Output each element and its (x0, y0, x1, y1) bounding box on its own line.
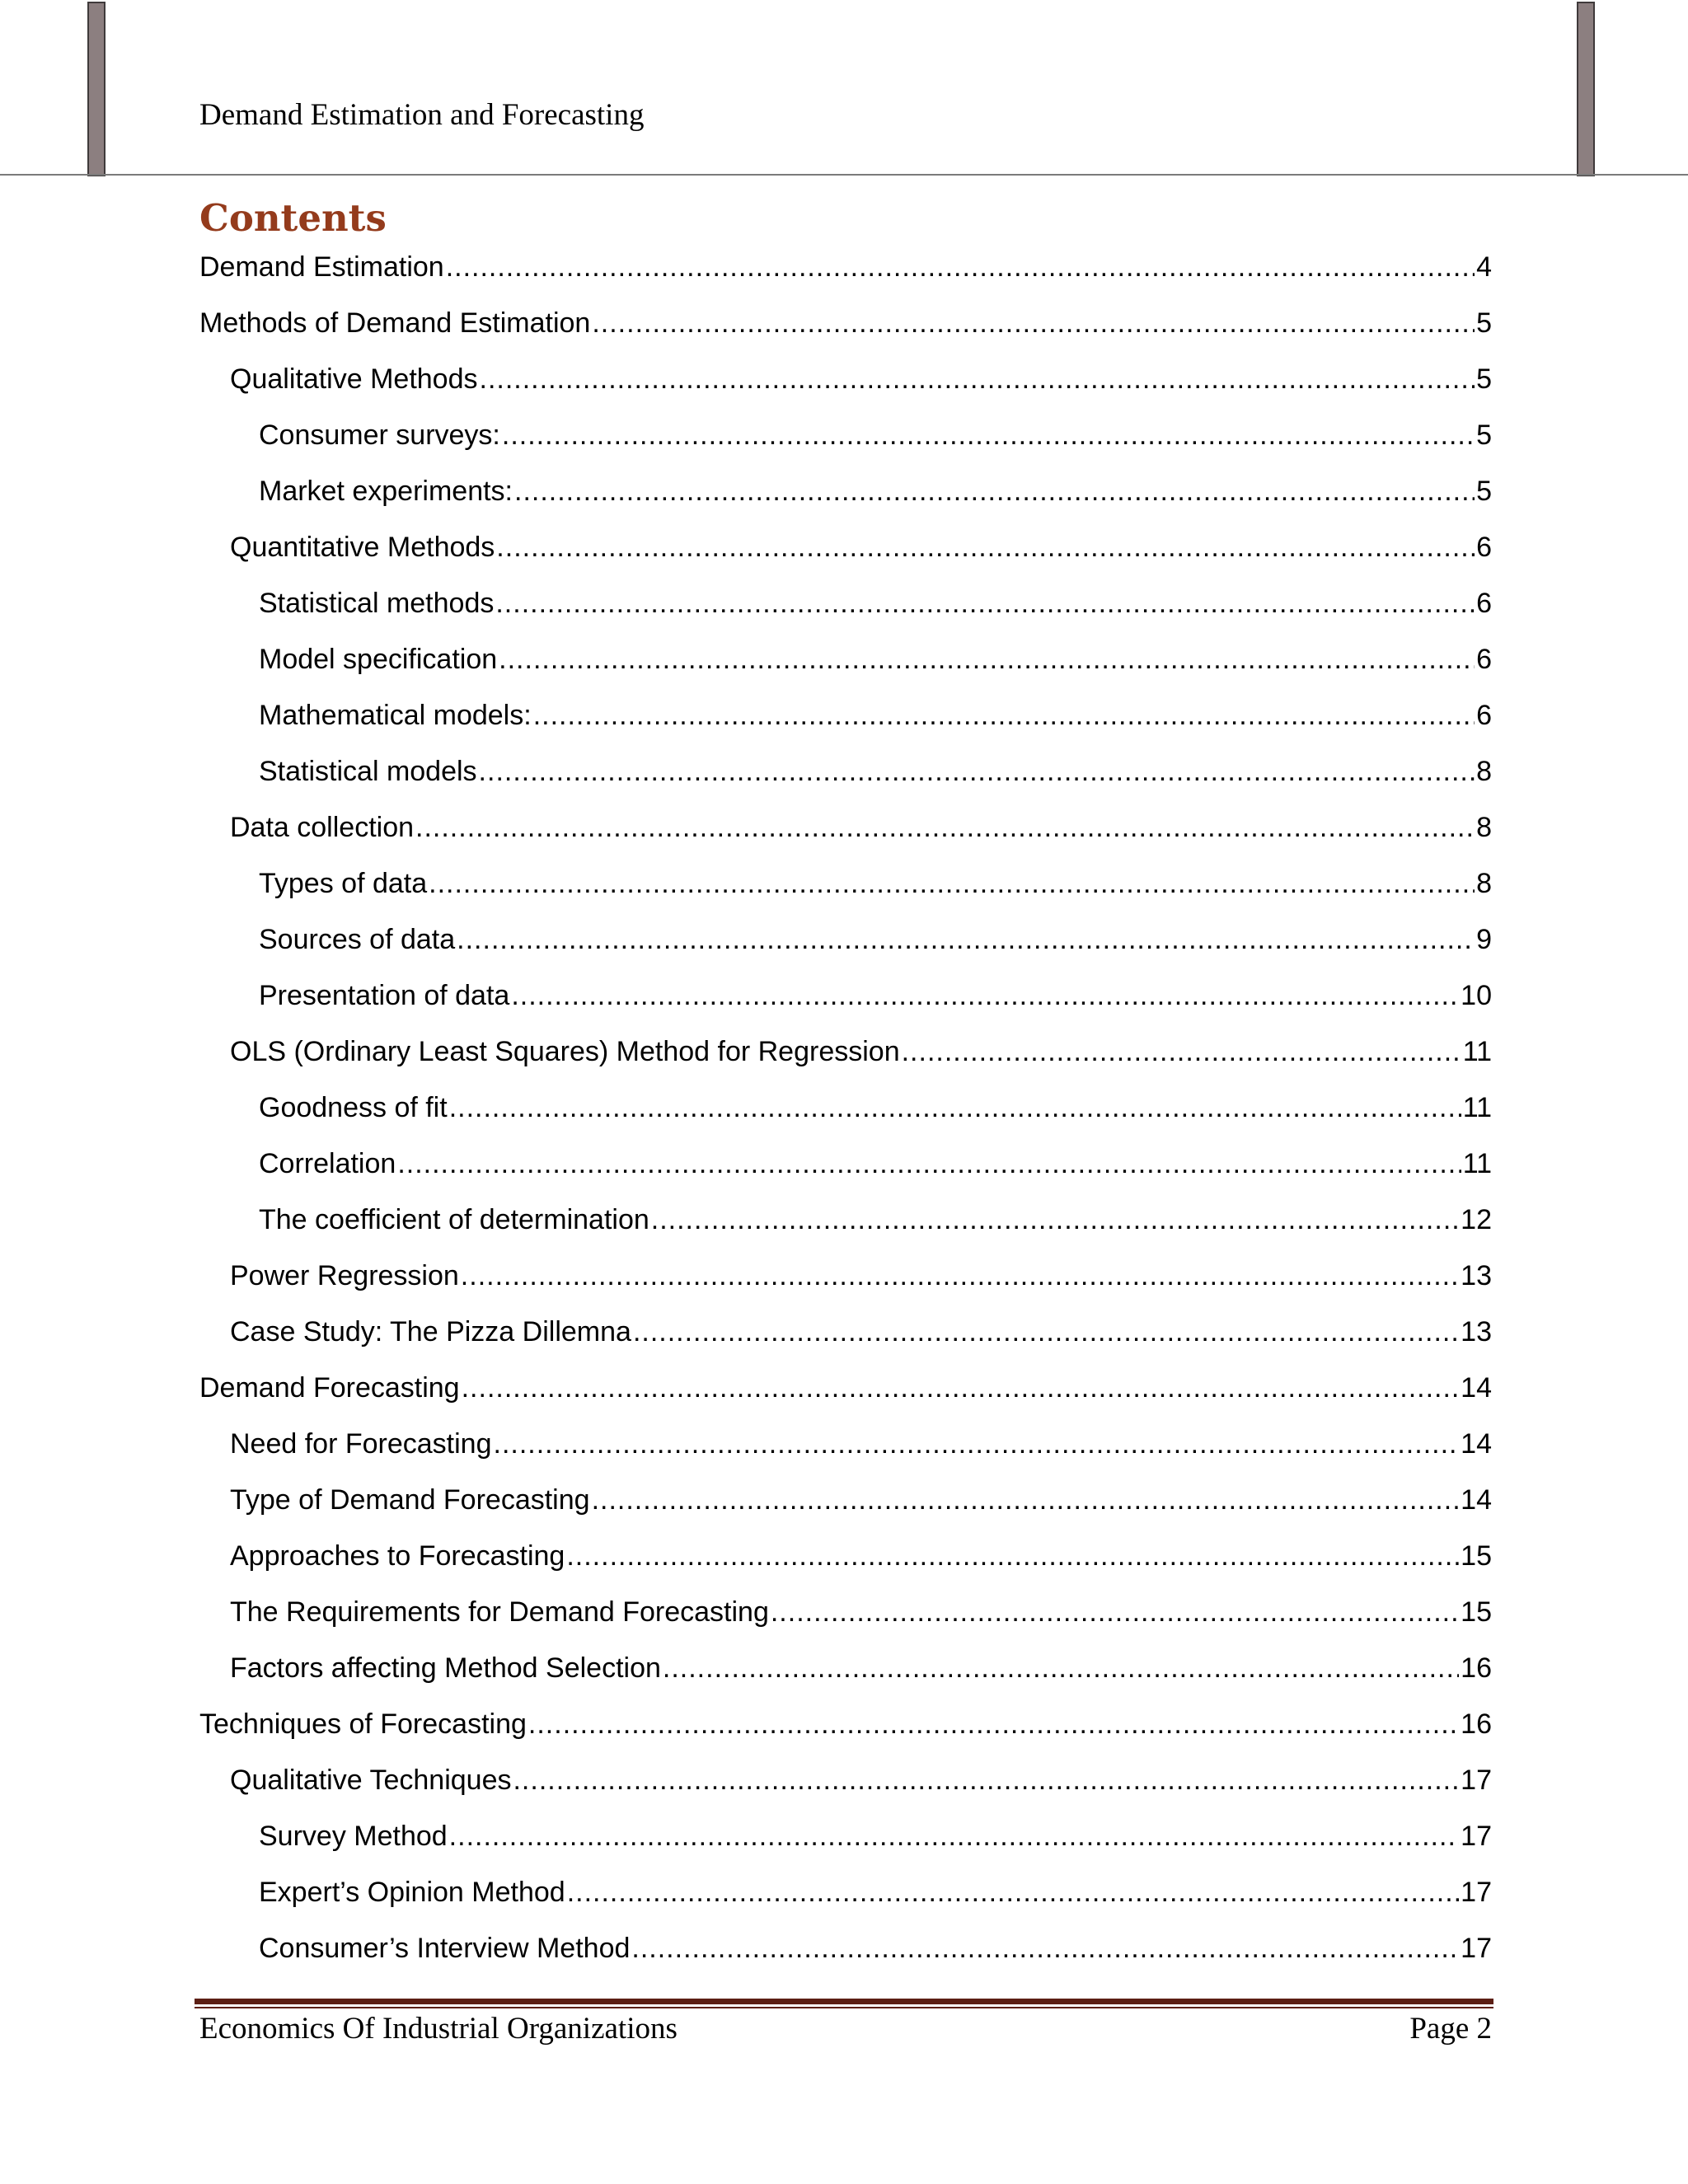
toc-dot-leader (633, 1304, 1459, 1360)
toc-entry-page-number: 9 (1476, 924, 1492, 955)
toc-entry-page-number: 17 (1461, 1765, 1492, 1796)
toc-entry-label: Presentation of data (259, 980, 510, 1011)
toc-entry-page-number: 13 (1461, 1316, 1492, 1347)
footer-document-title: Economics Of Industrial Organizations (199, 2012, 678, 2046)
toc-entry-page-number: 5 (1476, 307, 1492, 339)
toc-entry-label: Survey Method (259, 1821, 448, 1852)
toc-entry-page-number: 14 (1461, 1484, 1492, 1516)
toc-entry-page-number: 8 (1476, 756, 1492, 787)
toc-entry-label: Demand Estimation (199, 251, 444, 283)
toc-entry-label: Mathematical models: (259, 700, 532, 731)
footer-page-number: Page 2 (1409, 2012, 1492, 2046)
toc-entry-label: Expert’s Opinion Method (259, 1877, 565, 1908)
toc-entry[interactable] (199, 295, 1492, 351)
toc-entry[interactable] (199, 239, 1492, 295)
toc-entry-label: Techniques of Forecasting (199, 1708, 527, 1740)
toc-entry-label: Factors affecting Method Selection (230, 1652, 661, 1684)
toc-entry-label: Statistical methods (259, 588, 495, 619)
toc-dot-leader (499, 631, 1475, 687)
toc-entry-page-number: 14 (1461, 1428, 1492, 1460)
toc-entry-label: Methods of Demand Estimation (199, 307, 591, 339)
toc-entry-page-number: 11 (1462, 1036, 1492, 1067)
toc-dot-leader (567, 1864, 1459, 1920)
toc-dot-leader (533, 687, 1475, 743)
toc-entry-page-number: 12 (1461, 1204, 1492, 1235)
toc-entry-page-number: 15 (1461, 1540, 1492, 1572)
toc-dot-leader (496, 519, 1475, 575)
toc-entry-label: Type of Demand Forecasting (230, 1484, 590, 1516)
toc-entry-label: Consumer surveys: (259, 419, 500, 451)
header-decor-bar-left (87, 2, 106, 176)
toc-entry-label: Qualitative Techniques (230, 1765, 512, 1796)
toc-entry[interactable] (199, 1472, 1492, 1528)
toc-entry[interactable] (199, 463, 1492, 519)
toc-entry-page-number: 6 (1476, 532, 1492, 563)
toc-dot-leader (457, 912, 1475, 968)
toc-entry[interactable] (199, 1024, 1492, 1080)
toc-dot-leader (446, 239, 1475, 295)
toc-entry-label: Quantitative Methods (230, 532, 495, 563)
toc-entry-label: Correlation (259, 1148, 396, 1179)
toc-entry-label: Need for Forecasting (230, 1428, 492, 1460)
toc-entry-page-number: 16 (1461, 1708, 1492, 1740)
toc-entry-label: Market experiments: (259, 476, 513, 507)
toc-dot-leader (592, 295, 1475, 351)
toc-entry[interactable] (199, 1360, 1492, 1416)
toc-entry[interactable] (199, 519, 1492, 575)
toc-entry[interactable] (199, 1696, 1492, 1752)
toc-entry-label: The coefficient of determination (259, 1204, 649, 1235)
toc-dot-leader (651, 1192, 1459, 1248)
toc-entry-label: Statistical models (259, 756, 477, 787)
toc-entry-label: Data collection (230, 812, 415, 843)
toc-dot-leader (494, 1416, 1460, 1472)
toc-entry[interactable] (199, 855, 1492, 912)
toc-entry-label: Types of data (259, 868, 428, 899)
toc-entry-label: Model specification (259, 644, 498, 675)
toc-entry-page-number: 17 (1461, 1933, 1492, 1964)
toc-entry[interactable] (199, 1752, 1492, 1808)
toc-entry[interactable] (199, 743, 1492, 799)
toc-entry-label: Approaches to Forecasting (230, 1540, 565, 1572)
toc-entry-label: Goodness of fit (259, 1092, 448, 1123)
toc-entry-page-number: 5 (1476, 419, 1492, 451)
table-of-contents (199, 239, 1492, 1976)
toc-entry-label: Power Regression (230, 1260, 459, 1291)
toc-dot-leader (480, 351, 1475, 407)
toc-dot-leader (462, 1360, 1460, 1416)
toc-entry[interactable] (199, 912, 1492, 968)
toc-entry[interactable] (199, 631, 1492, 687)
toc-entry-page-number: 4 (1476, 251, 1492, 283)
toc-entry[interactable] (199, 1528, 1492, 1584)
footer-rule-thin (195, 2007, 1493, 2008)
toc-dot-leader (592, 1472, 1460, 1528)
toc-entry-label: Case Study: The Pizza Dillemna (230, 1316, 631, 1347)
toc-entry-label: OLS (Ordinary Least Squares) Method for Regression (230, 1036, 900, 1067)
header-decor-bar-right (1577, 2, 1595, 176)
page-header-title: Demand Estimation and Forecasting (199, 98, 645, 132)
toc-dot-leader (461, 1248, 1459, 1304)
toc-entry[interactable] (199, 1416, 1492, 1472)
toc-entry-page-number: 17 (1461, 1821, 1492, 1852)
toc-entry-page-number: 16 (1461, 1652, 1492, 1684)
toc-entry-page-number: 8 (1476, 868, 1492, 899)
toc-entry[interactable] (199, 1136, 1492, 1192)
toc-dot-leader (449, 1808, 1460, 1864)
toc-entry-label: Consumer’s Interview Method (259, 1933, 631, 1964)
toc-entry[interactable] (199, 407, 1492, 463)
toc-entry[interactable] (199, 968, 1492, 1024)
toc-entry-page-number: 11 (1462, 1092, 1492, 1123)
toc-entry[interactable] (199, 1864, 1492, 1920)
toc-dot-leader (511, 968, 1459, 1024)
toc-dot-leader (429, 855, 1475, 912)
toc-dot-leader (566, 1528, 1459, 1584)
toc-entry-page-number: 5 (1476, 476, 1492, 507)
toc-entry-page-number: 5 (1476, 363, 1492, 395)
toc-entry-page-number: 13 (1461, 1260, 1492, 1291)
toc-dot-leader (771, 1584, 1459, 1640)
toc-entry[interactable] (199, 1640, 1492, 1696)
toc-dot-leader (479, 743, 1475, 799)
toc-entry-page-number: 17 (1461, 1877, 1492, 1908)
header-rule (0, 174, 1688, 176)
toc-entry[interactable] (199, 1584, 1492, 1640)
toc-entry[interactable] (199, 575, 1492, 631)
toc-dot-leader (449, 1080, 1461, 1136)
toc-entry-label: Sources of data (259, 924, 456, 955)
toc-entry[interactable] (199, 1920, 1492, 1976)
toc-dot-leader (513, 1752, 1459, 1808)
toc-dot-leader (631, 1920, 1459, 1976)
toc-entry[interactable] (199, 687, 1492, 743)
toc-entry-label: The Requirements for Demand Forecasting (230, 1596, 769, 1628)
toc-dot-leader (502, 407, 1475, 463)
toc-entry-page-number: 6 (1476, 588, 1492, 619)
toc-dot-leader (415, 799, 1475, 855)
toc-dot-leader (514, 463, 1475, 519)
toc-dot-leader (902, 1024, 1461, 1080)
toc-entry[interactable] (199, 351, 1492, 407)
toc-dot-leader (397, 1136, 1461, 1192)
toc-entry-label: Qualitative Methods (230, 363, 478, 395)
toc-dot-leader (528, 1696, 1459, 1752)
toc-entry[interactable] (199, 799, 1492, 855)
toc-dot-leader (663, 1640, 1459, 1696)
toc-entry-page-number: 8 (1476, 812, 1492, 843)
toc-dot-leader (495, 575, 1475, 631)
toc-entry[interactable] (199, 1304, 1492, 1360)
toc-entry-page-number: 10 (1461, 980, 1492, 1011)
toc-entry[interactable] (199, 1248, 1492, 1304)
toc-entry-page-number: 15 (1461, 1596, 1492, 1628)
toc-heading: Contents (199, 196, 387, 240)
toc-entry-page-number: 14 (1461, 1372, 1492, 1404)
footer-rule-thick (195, 1999, 1493, 2004)
toc-entry-label: Demand Forecasting (199, 1372, 460, 1404)
toc-entry-page-number: 6 (1476, 644, 1492, 675)
toc-entry[interactable] (199, 1080, 1492, 1136)
toc-entry-page-number: 11 (1462, 1148, 1492, 1179)
toc-entry-page-number: 6 (1476, 700, 1492, 731)
toc-entry[interactable] (199, 1808, 1492, 1864)
toc-entry[interactable] (199, 1192, 1492, 1248)
